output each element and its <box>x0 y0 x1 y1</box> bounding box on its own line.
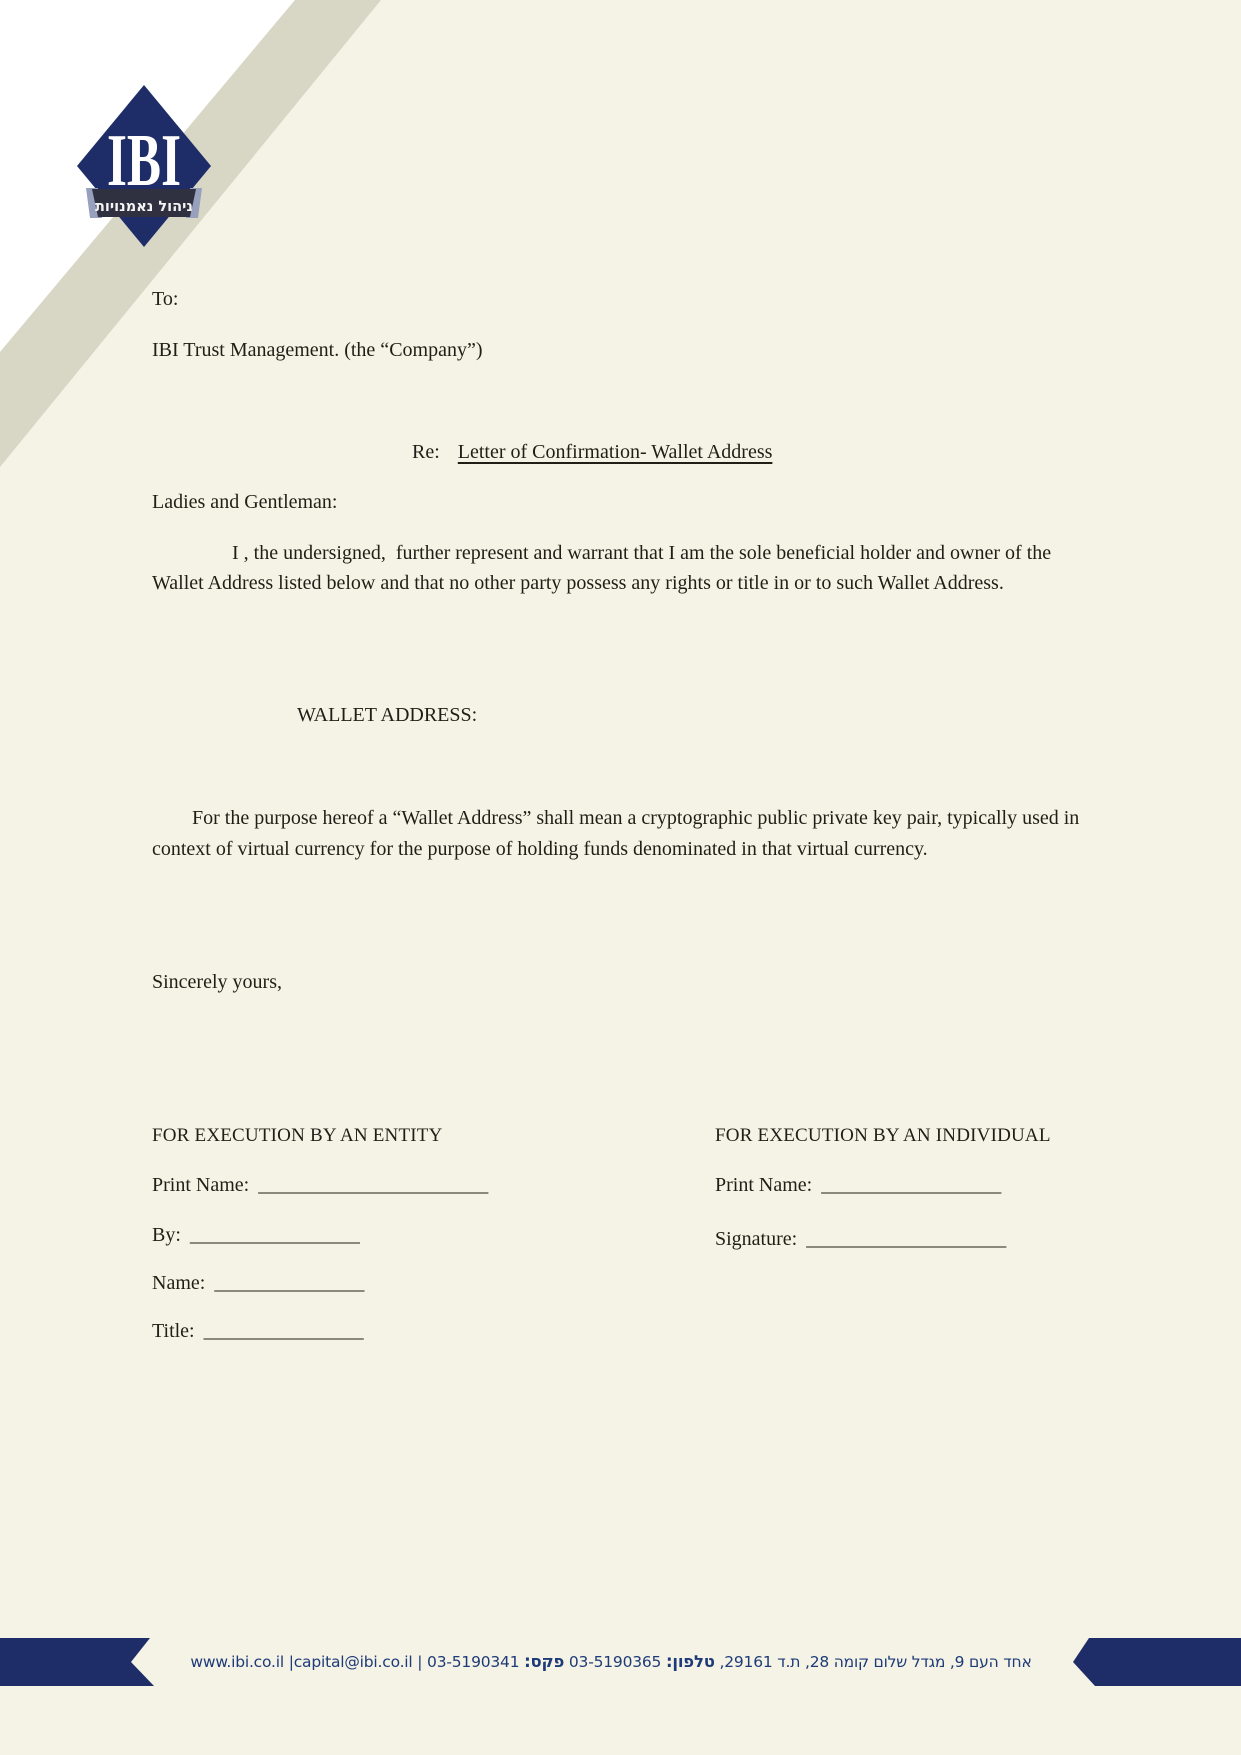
background-diagonal-white <box>0 0 420 500</box>
entity-print-name-label: Print Name: <box>152 1174 250 1196</box>
logo-acronym-text: IBI <box>107 120 181 202</box>
individual-signature-row <box>715 1224 1006 1254</box>
re-line <box>412 437 772 467</box>
individual-print-name-label: Print Name: <box>715 1174 813 1196</box>
ibi-logo <box>76 84 212 248</box>
footer-phone-number: 03-5190365 <box>568 1653 662 1671</box>
footer-ribbon-right <box>1073 1638 1241 1686</box>
footer-phone-label: טלפון: <box>665 1652 715 1671</box>
salutation: Ladies and Gentleman: <box>152 491 338 513</box>
wallet-address-label: WALLET ADDRESS: <box>297 704 478 726</box>
entity-print-name-blank: _______________________ <box>258 1174 489 1196</box>
footer-website-link[interactable]: www.ibi.co.il <box>190 1653 284 1671</box>
to-label: To: <box>152 288 179 310</box>
footer-fax-number: 03-5190341 <box>427 1653 520 1671</box>
ibi-logo-graphic <box>76 84 212 248</box>
footer-ribbon-left <box>0 1638 154 1686</box>
footer-divider: | <box>288 1653 294 1671</box>
footer-address: אחד העם 9, מגדל שלום קומה 28, ת.ד 29161, <box>719 1653 1032 1671</box>
entity-by-blank: _________________ <box>189 1224 360 1246</box>
footer-divider: | <box>417 1653 423 1671</box>
closing-line: Sincerely yours, <box>152 971 282 993</box>
re-label: Re: <box>412 441 440 463</box>
entity-title-label: Title: <box>152 1320 195 1342</box>
individual-signature-label: Signature: <box>715 1228 798 1250</box>
individual-print-name-blank: __________________ <box>821 1174 1002 1196</box>
footer-fax-label: פקס: <box>524 1652 565 1671</box>
entity-heading: FOR EXECUTION BY AN ENTITY <box>152 1125 443 1146</box>
entity-name-blank: _______________ <box>214 1272 365 1294</box>
paragraph-representation: I , the undersigned, further represent and warrant that I am the sole beneficial holder and owner of the Wallet Address listed below and that no other party possess any rights or title in or to such Wallet Address. <box>152 542 1056 594</box>
individual-signature-blank: ____________________ <box>806 1228 1007 1250</box>
individual-heading: FOR EXECUTION BY AN INDIVIDUAL <box>715 1125 1051 1146</box>
entity-print-name-row <box>152 1170 488 1200</box>
entity-title-blank: ________________ <box>203 1320 364 1342</box>
entity-by-row <box>152 1220 360 1250</box>
footer-contact-line <box>162 1646 1060 1680</box>
entity-name-label: Name: <box>152 1272 206 1294</box>
re-subject: Letter of Confirmation- Wallet Address <box>457 441 773 463</box>
logo-tagline-text: ניהול נאמנויות <box>95 199 193 215</box>
entity-name-row <box>152 1268 364 1298</box>
individual-print-name-row <box>715 1170 1001 1200</box>
paragraph-definition: For the purpose hereof a “Wallet Address” shall mean a cryptographic public private key pair, typically used in context of virtual currency for the purpose of holding funds denominated in that virtual currency. <box>152 807 1085 860</box>
recipient-line: IBI Trust Management. (the “Company”) <box>152 339 483 361</box>
entity-by-label: By: <box>152 1224 181 1246</box>
entity-title-row <box>152 1316 364 1346</box>
footer-email-link[interactable]: capital@ibi.co.il <box>293 1653 413 1671</box>
